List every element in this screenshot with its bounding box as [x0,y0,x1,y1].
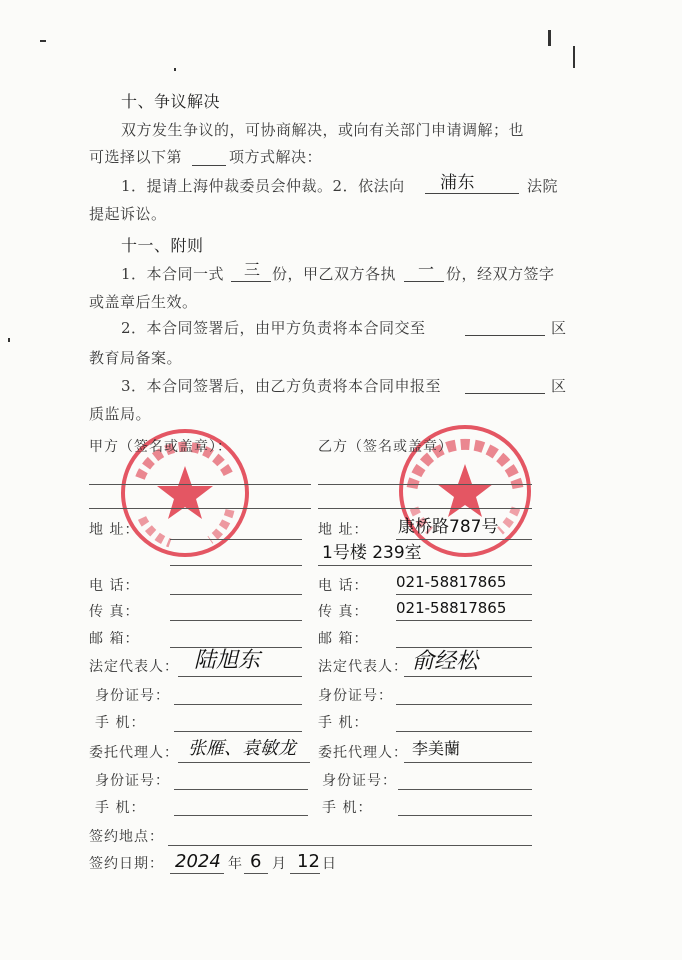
signing-month-line [244,873,268,874]
copies-total: 三 [244,260,261,279]
party-a-agent-signature: 张雁、袁敏龙 [188,738,296,759]
party-b-sign-line [318,484,532,485]
party-b-address-line-2 [318,565,532,566]
scan-speck [40,40,46,42]
party-b-agent-line [404,762,532,763]
section-10-paragraph-line2-pre: 可选择以下第 [89,148,183,166]
party-a-agent-mobile-line [174,815,308,816]
party-a-email-label: 邮 箱： [89,631,140,647]
party-a-agent-id-label: 身份证号： [95,773,170,789]
signing-date-label: 签约日期： [89,856,164,872]
party-a-sign-line [89,484,311,485]
party-b-phone-value: 021-58817865 [396,573,507,591]
party-a-address-line-2 [170,565,302,566]
party-b-address-line2: 1号楼 239室 [322,543,422,563]
copies-each-blank [404,281,444,282]
signing-year-line [170,873,224,874]
section-10-heading: 十、争议解决 [121,92,221,111]
party-b-email-line [396,647,532,648]
court-blank-line [425,193,519,194]
scan-speck [573,46,575,68]
scan-speck [174,68,176,71]
party-b-phone-line [396,594,532,595]
party-b-legal-rep-signature: 俞经松 [412,649,479,674]
party-a-mobile-label: 手 机： [95,715,146,731]
party-b-agent-label: 委托代理人： [318,745,408,761]
party-b-id-line [396,704,532,705]
party-b-agent-id-line [398,789,532,790]
signing-month: 6 [250,851,262,872]
party-b-email-label: 邮 箱： [318,631,369,647]
party-a-agent-line [178,762,310,763]
party-b-fax-line [396,620,532,621]
party-b-phone-label: 电 话： [318,578,369,594]
item3-post: 区 [551,377,567,395]
party-a-agent-mobile-label: 手 机： [95,800,146,816]
signing-place-line [168,845,532,846]
party-a-id-label: 身份证号： [95,688,170,704]
party-a-id-line [174,704,302,705]
party-b-title: 乙方（签名或盖章） [318,439,453,455]
scan-speck [548,30,551,46]
party-a-phone-line [170,594,302,595]
party-a-agent-id-line [174,789,308,790]
item1-pre: 1．本合同一式 [121,265,225,283]
party-a-address-line [170,539,302,540]
signing-year: 2024 [175,851,221,872]
option-line1-pre: 1．提请上海仲裁委员会仲裁。2．依法向 [121,177,405,195]
item1-mid: 份，甲乙双方各执 [272,265,397,283]
party-b-legal-rep-line [404,676,532,677]
party-a-title: 甲方（签名或盖章）： [89,439,232,455]
party-a-sign-line-2 [89,508,311,509]
party-a-mobile-line [174,731,302,732]
party-b-mobile-label: 手 机： [318,715,369,731]
party-b-sign-line-2 [318,508,532,509]
section-11-heading: 十一、附则 [121,236,204,255]
item1-post: 份，经双方签字 [446,265,555,283]
party-a-legal-rep-label: 法定代表人： [89,659,179,675]
party-b-fax-label: 传 真： [318,604,369,620]
party-a-agent-label: 委托代理人： [89,745,179,761]
party-b-agent-signature: 李美蘭 [412,739,461,758]
signing-day-unit: 日 [322,856,337,872]
party-a-phone-label: 电 话： [89,578,140,594]
copies-each: 一 [418,260,435,279]
court-value: 浦东 [440,173,475,193]
signing-day: 12 [297,851,320,872]
copies-total-blank [231,281,271,282]
item2-post: 区 [551,319,567,337]
option-number-blank [192,165,226,166]
party-a-fax-line [170,620,302,621]
party-b-mobile-line [396,731,532,732]
signing-day-line [290,873,320,874]
signing-month-unit: 月 [272,856,287,872]
party-b-address-label: 地 址： [318,522,369,538]
party-b-id-label: 身份证号： [318,688,393,704]
party-a-address-label: 地 址： [89,522,140,538]
party-a-legal-rep-signature: 陆旭东 [194,648,261,673]
signing-place-label: 签约地点： [89,829,164,845]
party-b-agent-mobile-label: 手 机： [322,800,373,816]
item2-pre: 2．本合同签署后，由甲方负责将本合同交至 [121,319,426,337]
option-line1-post: 法院 [527,177,559,195]
party-b-address-line1: 康桥路787号 [398,517,499,537]
item3-district-blank [465,393,545,394]
option-line2: 提起诉讼。 [89,205,167,223]
party-a-legal-rep-line [178,676,302,677]
party-b-agent-id-label: 身份证号： [322,773,397,789]
item3-line2: 质监局。 [89,405,152,423]
section-10-paragraph-line1: 双方发生争议的，可协商解决，或向有关部门申请调解；也 [121,121,525,139]
item1-line2: 或盖章后生效。 [89,293,198,311]
item2-district-blank [465,335,545,336]
party-b-agent-mobile-line [398,815,532,816]
party-b-fax-value: 021-58817865 [396,599,507,617]
party-b-address-line [396,539,532,540]
signing-year-unit: 年 [228,856,243,872]
party-b-legal-rep-label: 法定代表人： [318,659,408,675]
scan-speck [8,338,10,342]
item2-line2: 教育局备案。 [89,349,183,367]
item3-pre: 3．本合同签署后，由乙方负责将本合同申报至 [121,377,442,395]
section-10-paragraph-line2-post: 项方式解决： [229,148,323,166]
party-a-fax-label: 传 真： [89,604,140,620]
